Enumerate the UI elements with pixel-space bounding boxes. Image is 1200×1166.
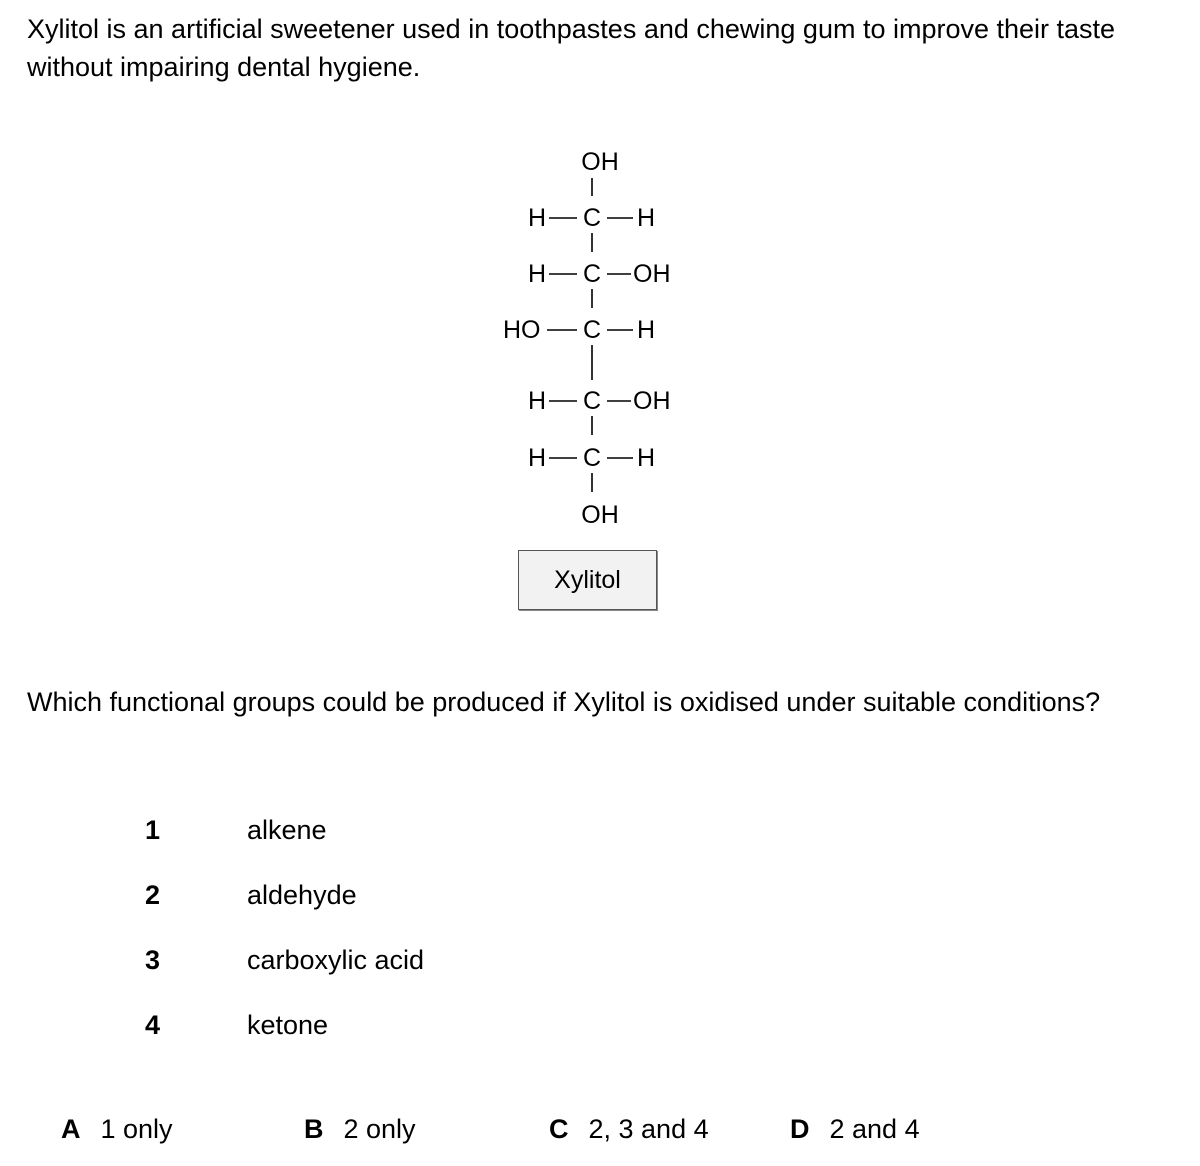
- option-d[interactable]: [790, 1114, 920, 1145]
- option-a[interactable]: [61, 1114, 173, 1145]
- atom-bottom-oh: OH: [581, 501, 619, 529]
- atom-row4-c: C: [582, 387, 602, 415]
- atom-row2-left: H: [527, 260, 547, 288]
- statement-text: alkene: [247, 815, 327, 845]
- option-letter: D: [790, 1114, 810, 1144]
- xylitol-structure-diagram: [480, 130, 720, 550]
- option-c[interactable]: [549, 1114, 709, 1145]
- atom-top-oh: OH: [581, 148, 619, 176]
- statement-2: [0, 880, 600, 920]
- statement-1: [0, 815, 600, 855]
- option-text: 1 only: [100, 1114, 173, 1144]
- atom-row2-right: OH: [633, 260, 671, 288]
- option-text: 2 only: [343, 1114, 416, 1144]
- atom-row3-left: HO: [503, 316, 541, 344]
- atom-row1-right: H: [636, 204, 656, 232]
- statement-number: 4: [145, 1010, 161, 1040]
- statement-text: ketone: [247, 1010, 329, 1040]
- compound-name-label: Xylitol: [518, 550, 657, 610]
- option-letter: C: [549, 1114, 569, 1144]
- intro-text: Xylitol is an artificial sweetener used in toothpastes and chewing gum to improve their taste without impairing dental hygiene.: [27, 14, 1116, 82]
- atom-row4-right: OH: [633, 387, 671, 415]
- statement-number: 3: [145, 945, 161, 975]
- statement-text: aldehyde: [247, 880, 357, 910]
- option-text: 2, 3 and 4: [588, 1114, 709, 1144]
- option-letter: B: [304, 1114, 324, 1144]
- option-text: 2 and 4: [829, 1114, 920, 1144]
- atom-row1-left: H: [527, 204, 547, 232]
- atom-row5-right: H: [636, 444, 656, 472]
- atom-row3-right: H: [636, 316, 656, 344]
- option-letter: A: [61, 1114, 81, 1144]
- atom-row3-c: C: [582, 316, 602, 344]
- atom-row1-c: C: [582, 204, 602, 232]
- atom-row4-left: H: [527, 387, 547, 415]
- atom-row2-c: C: [582, 260, 602, 288]
- question-text: Which functional groups could be produced if Xylitol is oxidised under suitable conditions?: [27, 687, 1101, 717]
- statement-3: [0, 945, 600, 985]
- statement-number: 2: [145, 880, 161, 910]
- statement-text: carboxylic acid: [247, 945, 425, 975]
- option-b[interactable]: [304, 1114, 416, 1145]
- statement-number: 1: [145, 815, 161, 845]
- xylitol-structure: [480, 130, 720, 550]
- atom-row5-c: C: [582, 444, 602, 472]
- statement-4: [0, 1010, 600, 1050]
- atom-row5-left: H: [527, 444, 547, 472]
